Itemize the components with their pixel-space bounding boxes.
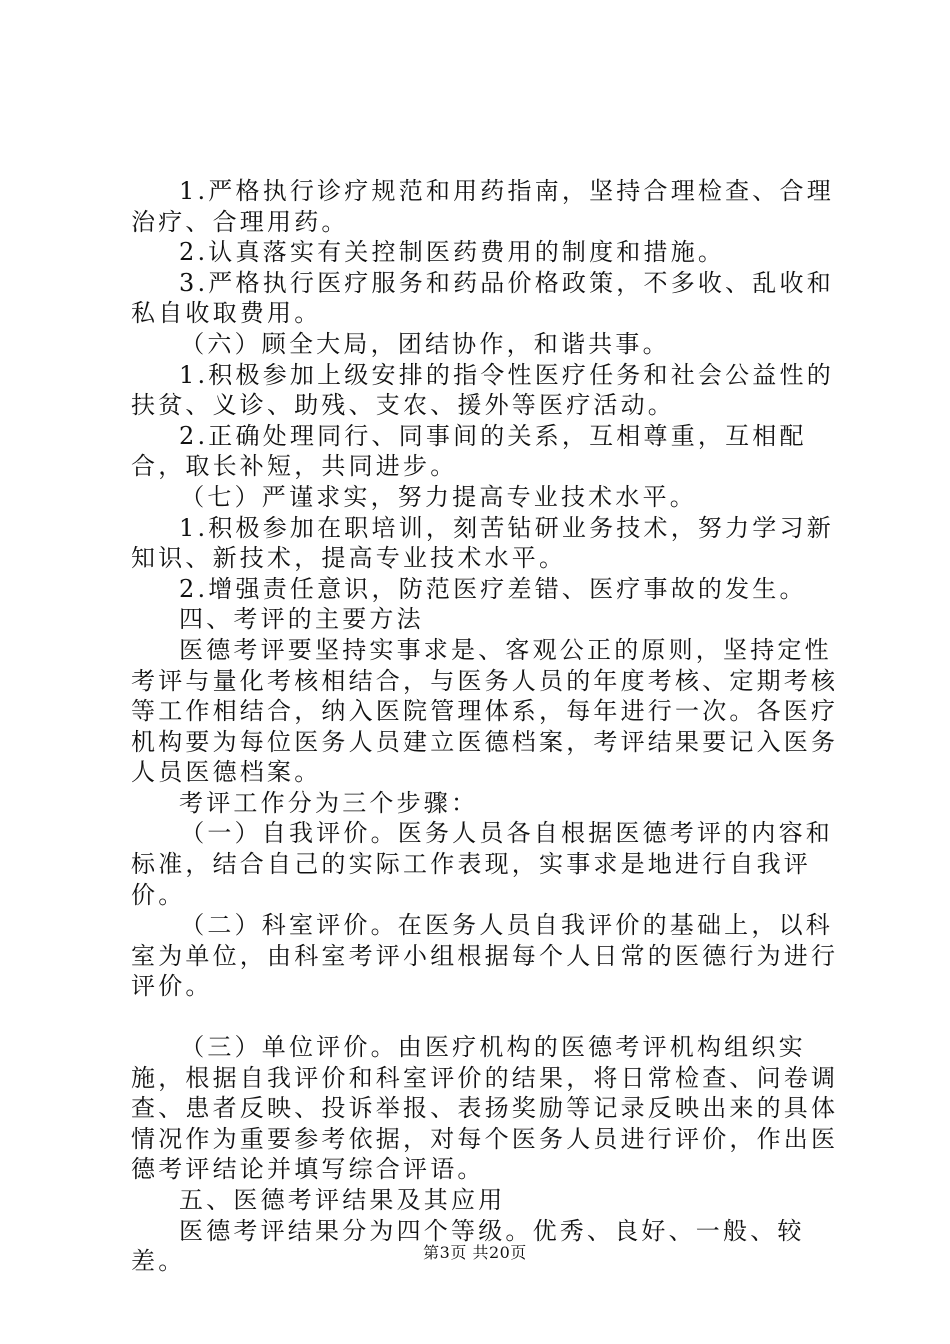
paragraph-5: 1.积极参加上级安排的指令性医疗任务和社会公益性的扶贫、义诊、助残、支农、援外等医疗活动。	[131, 360, 834, 420]
step-2-paragraph: （二）科室评价。在医务人员自我评价的基础上，以科室为单位，由科室考评小组根据每个人日常的医德行为进行评价。	[131, 911, 839, 1001]
section-heading-6: （六）顾全大局，团结协作，和谐共事。	[180, 329, 670, 358]
paragraph-1: 1.严格执行诊疗规范和用药指南，坚持合理检查、合理治疗、合理用药。	[131, 177, 834, 236]
paragraph-11: 医德考评要坚持实事求是、客观公正的原则，坚持定性考评与量化考核相结合，与医务人员的年度考核、定期考核等工作相结合，纳入医院管理体系，每年进行一次。各医疗机构要为每位医务人员建立医德档案，考评结果要记入医务人员医德档案。	[131, 635, 839, 787]
step-1-paragraph: （一）自我评价。医务人员各自根据医德考评的内容和标准，结合自己的实际工作表现，实事求是地进行自我评价。	[131, 819, 833, 909]
paragraph-12: 考评工作分为三个步骤：	[179, 788, 479, 817]
section-heading-7: （七）严谨求实，努力提高专业技术水平。	[180, 482, 697, 511]
paragraph-8: 1.积极参加在职培训，刻苦钻研业务技术，努力学习新知识、新技术，提高专业技术水平。	[131, 513, 834, 573]
paragraph-17: 医德考评结果分为四个等级。优秀、良好、一般、较差。	[131, 1216, 805, 1276]
paragraph-gap	[131, 1002, 843, 1032]
document-body	[131, 176, 843, 1277]
section-heading-4: 四、考评的主要方法	[179, 605, 424, 634]
paragraph-2: 2.认真落实有关控制医药费用的制度和措施。	[179, 238, 726, 267]
paragraph-9: 2.增强责任意识，防范医疗差错、医疗事故的发生。	[179, 574, 807, 603]
paragraph-6: 2.正确处理同行、同事间的关系，互相尊重，互相配合，取长补短，共同进步。	[131, 421, 807, 481]
section-heading-5: 五、医德考评结果及其应用	[179, 1186, 506, 1214]
page-number-footer: 第3页 共20页	[423, 1243, 527, 1262]
step-3-paragraph: （三）单位评价。由医疗机构的医德考评机构组织实施，根据自我评价和科室评价的结果，将日常检查、问卷调查、患者反映、投诉举报、表扬奖励等记录反映出来的具体情况作为重要参考依据，对每个医务人员进行评价，作出医德考评结论并填写综合评语。	[131, 1033, 839, 1184]
paragraph-3: 3.严格执行医疗服务和药品价格政策，不多收、乱收和私自收取费用。	[131, 268, 834, 328]
